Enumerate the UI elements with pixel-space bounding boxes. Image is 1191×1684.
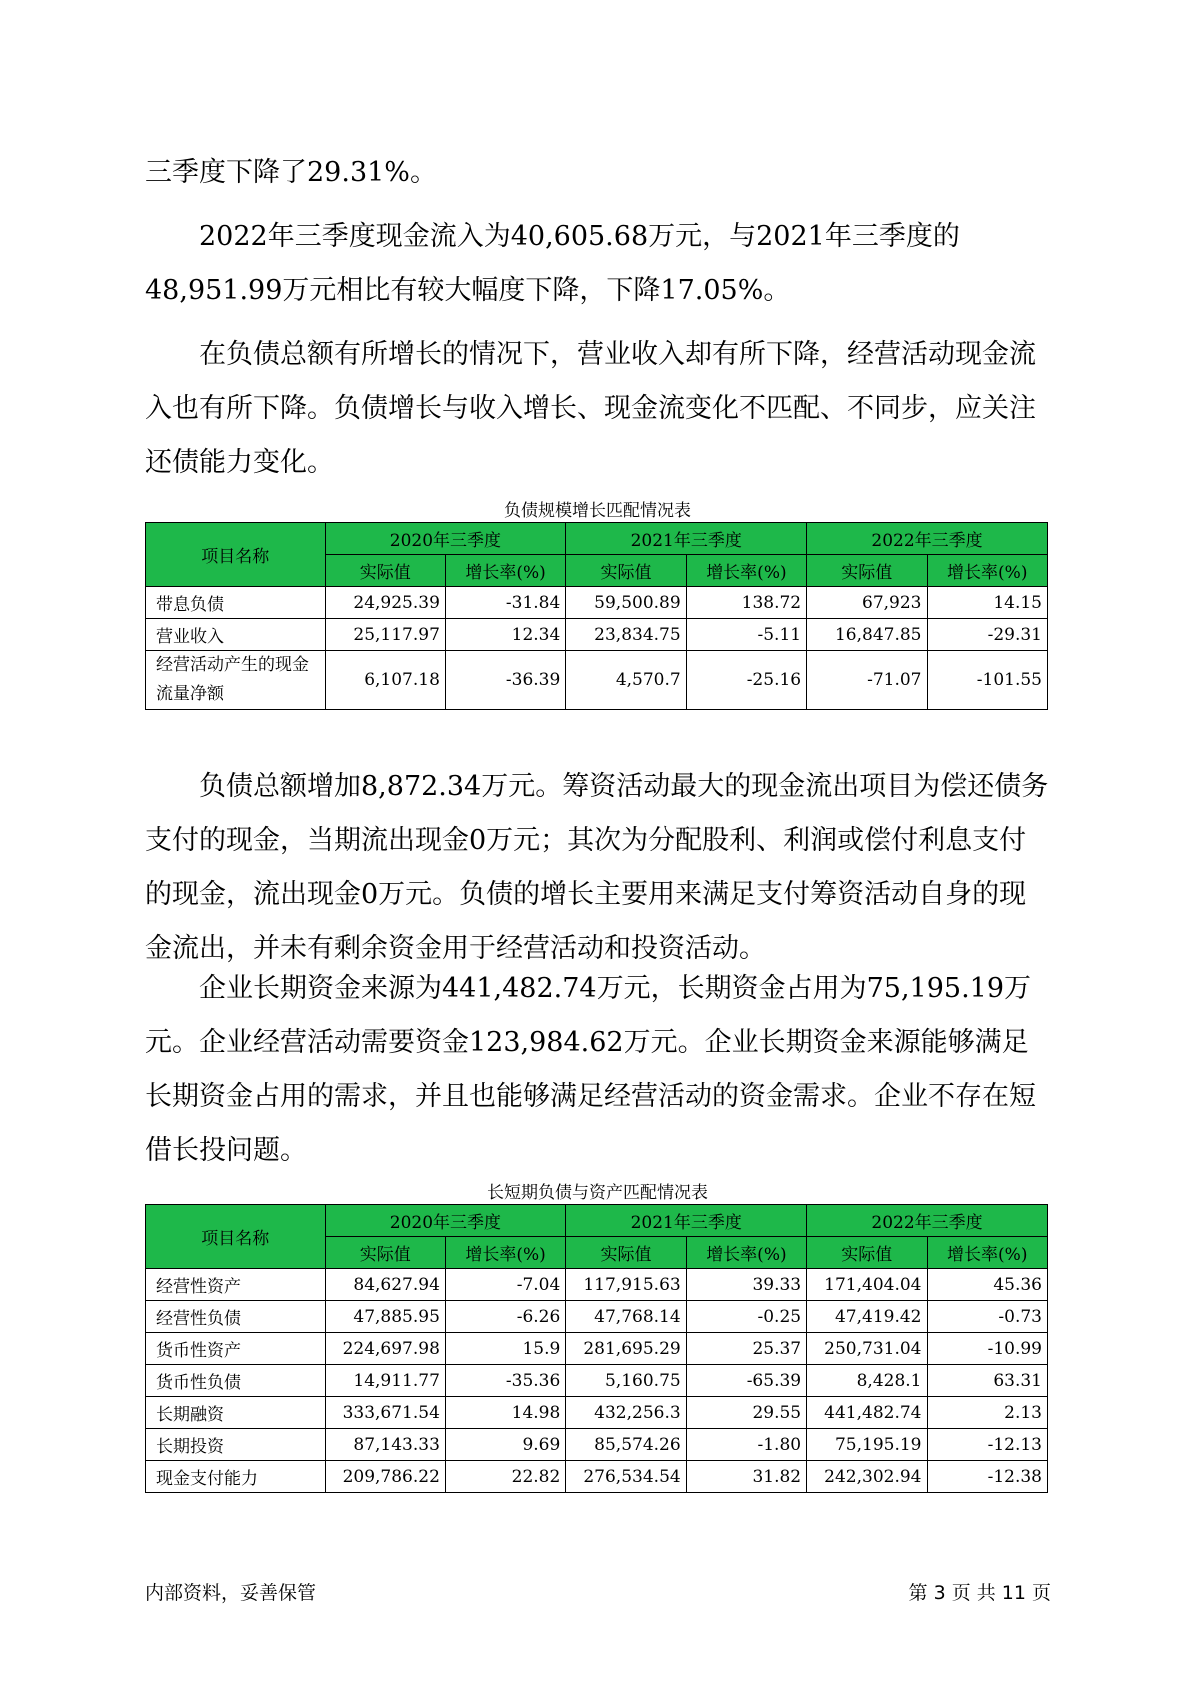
table-row	[146, 651, 1048, 710]
table-cell: 47,419.42	[807, 1301, 927, 1333]
row-label: 货币性资产	[146, 1333, 326, 1365]
column-subheader: 实际值	[807, 1237, 927, 1269]
table-cell: -12.13	[927, 1429, 1048, 1461]
table-cell: -36.39	[445, 651, 565, 710]
table-cell: -101.55	[927, 651, 1048, 710]
table-cell: 39.33	[686, 1269, 806, 1301]
period-header: 2020年三季度	[325, 523, 566, 555]
table-cell: 25,117.97	[325, 619, 445, 651]
column-subheader: 增长率(%)	[445, 1237, 565, 1269]
table-cell: 67,923	[807, 587, 927, 619]
table-cell: 441,482.74	[807, 1397, 927, 1429]
table-cell: 2.13	[927, 1397, 1048, 1429]
table-cell: 16,847.85	[807, 619, 927, 651]
table-cell: -25.16	[686, 651, 806, 710]
table-row	[146, 619, 1048, 651]
table-cell: 24,925.39	[325, 587, 445, 619]
table-row	[146, 1429, 1048, 1461]
column-subheader: 实际值	[807, 555, 927, 587]
table-cell: 84,627.94	[325, 1269, 445, 1301]
table-cell: 6,107.18	[325, 651, 445, 710]
table-cell: 25.37	[686, 1333, 806, 1365]
table-cell: -7.04	[445, 1269, 565, 1301]
header-row	[146, 1205, 1048, 1237]
body-paragraph: 三季度下降了29.31%。	[145, 157, 437, 188]
table-cell: 85,574.26	[566, 1429, 686, 1461]
column-subheader: 实际值	[325, 555, 445, 587]
body-paragraph: 企业长期资金来源为441,482.74万元，长期资金占用为75,195.19万元。企业经营活动需要资金123,984.62万元。企业长期资金来源能够满足长期资金占用的需求，并且也能够满足经营活动的资金需求。企业不存在短借长投问题。	[145, 973, 1036, 1166]
table-cell: 4,570.7	[566, 651, 686, 710]
debt-asset-match-table	[145, 1204, 1048, 1493]
column-subheader: 增长率(%)	[686, 555, 806, 587]
table-cell: 242,302.94	[807, 1461, 927, 1493]
table-cell: 5,160.75	[566, 1365, 686, 1397]
table-cell: 12.34	[445, 619, 565, 651]
row-label: 营业收入	[146, 619, 326, 651]
table-cell: -31.84	[445, 587, 565, 619]
table-cell: -0.73	[927, 1301, 1048, 1333]
table-cell: -12.38	[927, 1461, 1048, 1493]
period-header: 2022年三季度	[807, 1205, 1048, 1237]
table-caption: 长短期负债与资产匹配情况表	[487, 1183, 708, 1203]
table-cell: 47,885.95	[325, 1301, 445, 1333]
table-row	[146, 1397, 1048, 1429]
table-cell: -71.07	[807, 651, 927, 710]
row-label: 现金支付能力	[146, 1461, 326, 1493]
table-cell: 31.82	[686, 1461, 806, 1493]
row-label: 经营活动产生的现金流量净额	[146, 651, 326, 710]
table-cell: 14.15	[927, 587, 1048, 619]
period-header: 2020年三季度	[325, 1205, 566, 1237]
table-body	[146, 523, 1048, 710]
table-caption: 负债规模增长匹配情况表	[504, 501, 691, 521]
body-paragraph: 负债总额增加8,872.34万元。筹资活动最大的现金流出项目为偿还债务支付的现金，当期流出现金0万元；其次为分配股利、利润或偿付利息支付的现金，流出现金0万元。负债的增长主要用来满足支付筹资活动自身的现金流出，并未有剩余资金用于经营活动和投资活动。	[145, 771, 1049, 964]
table-cell: -29.31	[927, 619, 1048, 651]
table-cell: 15.9	[445, 1333, 565, 1365]
table-row	[146, 1365, 1048, 1397]
table-cell: 224,697.98	[325, 1333, 445, 1365]
table-cell: 209,786.22	[325, 1461, 445, 1493]
table-cell: 9.69	[445, 1429, 565, 1461]
header-row	[146, 523, 1048, 555]
table-cell: 276,534.54	[566, 1461, 686, 1493]
column-subheader: 实际值	[566, 555, 686, 587]
body-paragraph: 在负债总额有所增长的情况下，营业收入却有所下降，经营活动现金流入也有所下降。负债增长与收入增长、现金流变化不匹配、不同步，应关注还债能力变化。	[145, 339, 1036, 478]
table-cell: -65.39	[686, 1365, 806, 1397]
body-paragraph: 2022年三季度现金流入为40,605.68万元，与2021年三季度的48,951.99万元相比有较大幅度下降，下降17.05%。	[145, 221, 960, 306]
table-cell: 281,695.29	[566, 1333, 686, 1365]
table-cell: 117,915.63	[566, 1269, 686, 1301]
table-cell: -6.26	[445, 1301, 565, 1333]
item-name-header: 项目名称	[146, 523, 326, 587]
column-subheader: 实际值	[325, 1237, 445, 1269]
table-cell: 8,428.1	[807, 1365, 927, 1397]
column-subheader: 增长率(%)	[927, 555, 1048, 587]
table-cell: -5.11	[686, 619, 806, 651]
period-header: 2021年三季度	[566, 523, 807, 555]
table-cell: 23,834.75	[566, 619, 686, 651]
table-body	[146, 1205, 1048, 1493]
table-cell: 432,256.3	[566, 1397, 686, 1429]
table-cell: 14.98	[445, 1397, 565, 1429]
row-label: 带息负债	[146, 587, 326, 619]
table-cell: -10.99	[927, 1333, 1048, 1365]
table-row	[146, 1269, 1048, 1301]
table-cell: 45.36	[927, 1269, 1048, 1301]
column-subheader: 增长率(%)	[927, 1237, 1048, 1269]
table-cell: 171,404.04	[807, 1269, 927, 1301]
table-cell: 138.72	[686, 587, 806, 619]
period-header: 2022年三季度	[807, 523, 1048, 555]
table-cell: -35.36	[445, 1365, 565, 1397]
column-subheader: 增长率(%)	[686, 1237, 806, 1269]
table-cell: -0.25	[686, 1301, 806, 1333]
table-row	[146, 1301, 1048, 1333]
table-row	[146, 1333, 1048, 1365]
table-cell: 47,768.14	[566, 1301, 686, 1333]
item-name-header: 项目名称	[146, 1205, 326, 1269]
footer-confidential-note: 内部资料，妥善保管	[145, 1582, 317, 1604]
table-cell: 75,195.19	[807, 1429, 927, 1461]
table-cell: 63.31	[927, 1365, 1048, 1397]
row-label: 经营性负债	[146, 1301, 326, 1333]
table-cell: 87,143.33	[325, 1429, 445, 1461]
table-cell: 59,500.89	[566, 587, 686, 619]
table-row	[146, 1461, 1048, 1493]
row-label: 长期投资	[146, 1429, 326, 1461]
debt-growth-match-table	[145, 522, 1048, 710]
period-header: 2021年三季度	[566, 1205, 807, 1237]
column-subheader: 实际值	[566, 1237, 686, 1269]
row-label: 长期融资	[146, 1397, 326, 1429]
footer-page-number: 第 3 页 共 11 页	[908, 1582, 1051, 1604]
table-cell: -1.80	[686, 1429, 806, 1461]
table-cell: 333,671.54	[325, 1397, 445, 1429]
table-row	[146, 587, 1048, 619]
table-cell: 250,731.04	[807, 1333, 927, 1365]
row-label: 经营性资产	[146, 1269, 326, 1301]
table-cell: 14,911.77	[325, 1365, 445, 1397]
row-label: 货币性负债	[146, 1365, 326, 1397]
table-cell: 29.55	[686, 1397, 806, 1429]
table-cell: 22.82	[445, 1461, 565, 1493]
column-subheader: 增长率(%)	[445, 555, 565, 587]
